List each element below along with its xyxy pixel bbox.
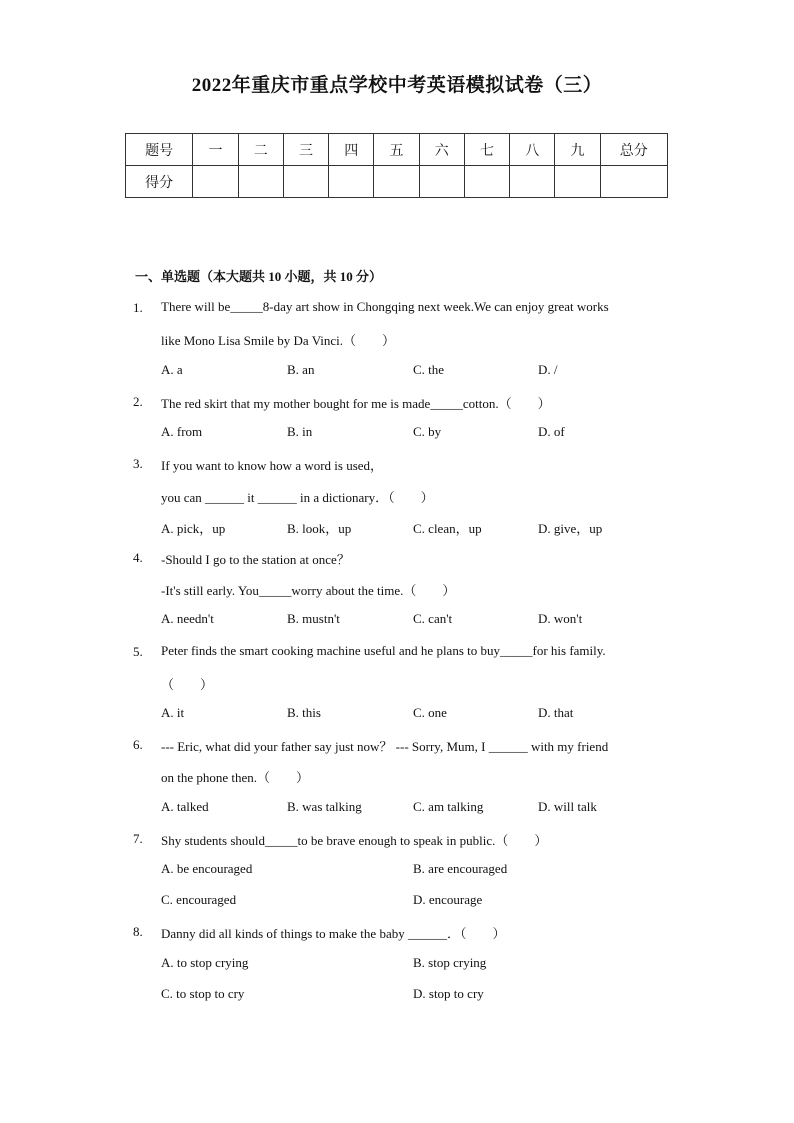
- score-cell: [329, 166, 374, 198]
- option-d[interactable]: D. will talk: [538, 799, 597, 814]
- option-c[interactable]: C. can't: [413, 611, 453, 626]
- option-d[interactable]: D. of: [538, 424, 565, 439]
- option-c[interactable]: C. am talking: [413, 799, 484, 814]
- score-header-cell: 三: [283, 134, 328, 166]
- option-a[interactable]: A. needn't: [161, 611, 214, 626]
- score-cell: [193, 166, 238, 198]
- score-cell: [555, 166, 600, 198]
- question-text-line: （ ）: [161, 677, 214, 692]
- question-text-line: Shy students should_____to be brave enough to speak in public.（ ）: [161, 833, 548, 848]
- option-b[interactable]: B. look，up: [287, 521, 352, 536]
- question-number: 4.: [133, 550, 143, 565]
- option-b[interactable]: B. in: [287, 424, 313, 439]
- option-d[interactable]: D. /: [538, 362, 558, 377]
- option-a[interactable]: A. to stop crying: [161, 955, 249, 970]
- option-b[interactable]: B. was talking: [287, 799, 362, 814]
- question-text-line: There will be_____8-day art show in Chongqing next week.We can enjoy great works: [161, 299, 609, 314]
- score-cell: [374, 166, 419, 198]
- score-table-score-row: [126, 166, 668, 198]
- question-text-line: like Mono Lisa Smile by Da Vinci.（ ）: [161, 333, 396, 348]
- score-header-cell: 七: [464, 134, 509, 166]
- score-header-cell: 总分: [600, 134, 667, 166]
- option-a[interactable]: A. it: [161, 705, 185, 720]
- question-text-line: If you want to know how a word is used，: [161, 458, 384, 473]
- score-header-cell: 四: [329, 134, 374, 166]
- score-cell: [419, 166, 464, 198]
- question-text-line: Danny did all kinds of things to make the baby ______．（ ）: [161, 926, 506, 941]
- question-number: 2.: [133, 394, 143, 409]
- option-a[interactable]: A. be encouraged: [161, 861, 253, 876]
- option-c[interactable]: C. the: [413, 362, 445, 377]
- score-header-cell: 五: [374, 134, 419, 166]
- option-b[interactable]: B. this: [287, 705, 321, 720]
- option-a[interactable]: A. pick，up: [161, 521, 226, 536]
- score-row-label: 得分: [126, 166, 193, 198]
- option-b[interactable]: B. mustn't: [287, 611, 340, 626]
- option-b[interactable]: B. are encouraged: [413, 861, 508, 876]
- question-text-line: --- Eric, what did your father say just now？ --- Sorry, Mum, I ______ with my friend: [161, 739, 609, 754]
- question-number: 7.: [133, 831, 143, 846]
- question-text-line: -Should I go to the station at once？: [161, 552, 350, 567]
- question-number: 6.: [133, 737, 143, 752]
- score-header-cell: 九: [555, 134, 600, 166]
- section-heading: 一、单选题（本大题共 10 小题，共 10 分）: [135, 269, 383, 284]
- score-table: [125, 133, 668, 198]
- score-header-cell: 题号: [126, 134, 193, 166]
- question-text-line: you can ______ it ______ in a dictionary．（ ）: [161, 490, 434, 505]
- score-cell: [464, 166, 509, 198]
- score-header-cell: 八: [510, 134, 555, 166]
- option-a[interactable]: A. talked: [161, 799, 209, 814]
- option-d[interactable]: D. encourage: [413, 892, 483, 907]
- score-table-header-row: [126, 134, 668, 166]
- option-a[interactable]: A. from: [161, 424, 203, 439]
- option-b[interactable]: B. an: [287, 362, 315, 377]
- option-d[interactable]: D. stop to cry: [413, 986, 484, 1001]
- score-header-cell: 二: [238, 134, 283, 166]
- question-number: 3.: [133, 456, 143, 471]
- score-cell: [510, 166, 555, 198]
- option-c[interactable]: C. encouraged: [161, 892, 237, 907]
- question-text-line: on the phone then.（ ）: [161, 770, 310, 785]
- option-a[interactable]: A. a: [161, 362, 183, 377]
- score-cell: [600, 166, 667, 198]
- option-b[interactable]: B. stop crying: [413, 955, 487, 970]
- option-d[interactable]: D. won't: [538, 611, 583, 626]
- score-header-cell: 六: [419, 134, 464, 166]
- question-text-line: The red skirt that my mother bought for me is made_____cotton.（ ）: [161, 396, 551, 411]
- option-c[interactable]: C. to stop to cry: [161, 986, 245, 1001]
- score-cell: [283, 166, 328, 198]
- question-number: 1.: [133, 300, 143, 315]
- option-d[interactable]: D. that: [538, 705, 574, 720]
- page-title: 2022年重庆市重点学校中考英语模拟试卷（三）: [191, 75, 603, 96]
- question-number: 5.: [133, 644, 143, 659]
- question-text-line: -It's still early. You_____worry about the time.（ ）: [161, 583, 456, 598]
- score-header-cell: 一: [193, 134, 238, 166]
- question-number: 8.: [133, 924, 143, 939]
- option-d[interactable]: D. give，up: [538, 521, 603, 536]
- option-c[interactable]: C. by: [413, 424, 442, 439]
- question-text-line: Peter finds the smart cooking machine useful and he plans to buy_____for his family.: [161, 643, 606, 658]
- score-cell: [238, 166, 283, 198]
- option-c[interactable]: C. clean，up: [413, 521, 482, 536]
- option-c[interactable]: C. one: [413, 705, 447, 720]
